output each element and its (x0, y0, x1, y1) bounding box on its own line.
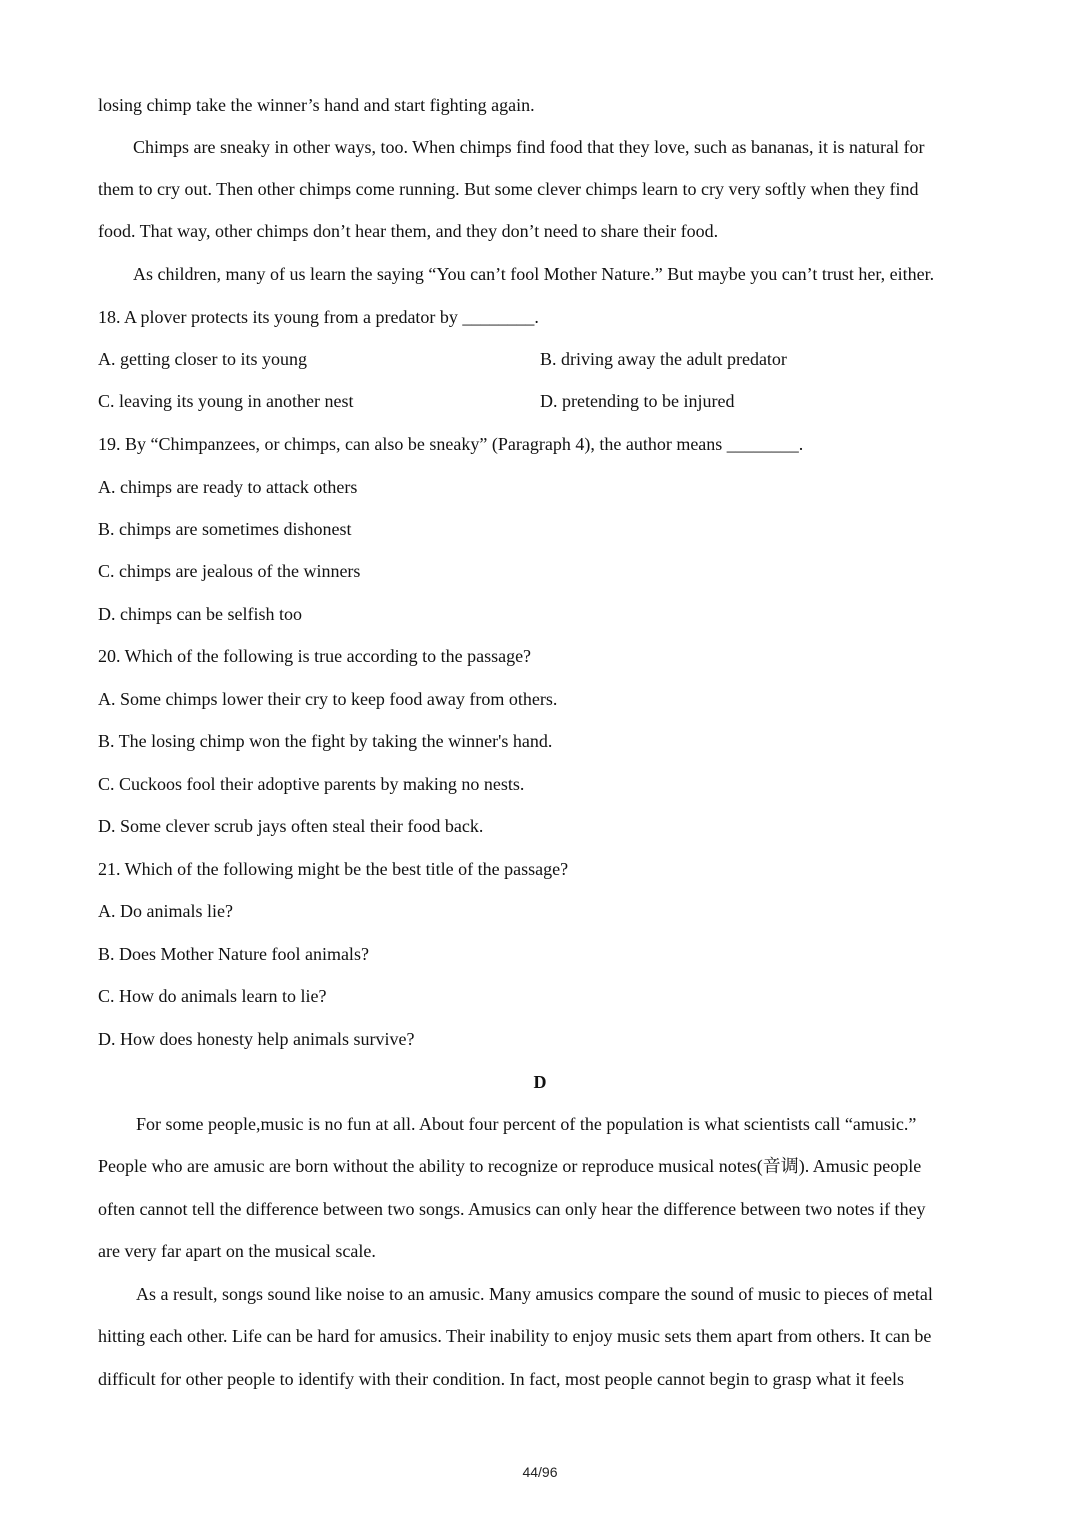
question-20-stem: 20. Which of the following is true according to the passage? (98, 646, 532, 666)
passage-c-line: As children, many of us learn the saying “You can’t fool Mother Nature.” But maybe you can’t trust her, either. (133, 264, 935, 284)
question-20-option-b: B. The losing chimp won the fight by taking the winner's hand. (98, 731, 553, 751)
passage-d-line: People who are amusic are born without the ability to recognize or reproduce musical notes(音调). Amusic people (98, 1156, 922, 1176)
question-18-option-b: B. driving away the adult predator (540, 349, 787, 369)
question-19-option-d: D. chimps can be selfish too (98, 604, 302, 624)
question-19-option-b: B. chimps are sometimes dishonest (98, 519, 352, 539)
question-21-option-a: A. Do animals lie? (98, 901, 233, 921)
question-20-option-d: D. Some clever scrub jays often steal their food back. (98, 816, 484, 836)
question-21-option-b: B. Does Mother Nature fool animals? (98, 944, 369, 964)
question-19-stem: 19. By “Chimpanzees, or chimps, can also be sneaky” (Paragraph 4), the author means ________. (98, 434, 804, 454)
question-18-stem: 18. A plover protects its young from a predator by ________. (98, 307, 539, 327)
passage-d-line: For some people,music is no fun at all. About four percent of the population is what scientists call “amusic.” (136, 1114, 917, 1134)
section-heading-d: D (533, 1072, 547, 1092)
passage-d-line: are very far apart on the musical scale. (98, 1241, 376, 1261)
passage-d-line: often cannot tell the difference between two songs. Amusics can only hear the difference between two notes if they (98, 1199, 926, 1219)
question-19-option-a: A. chimps are ready to attack others (98, 477, 358, 497)
question-19-option-c: C. chimps are jealous of the winners (98, 561, 361, 581)
passage-c-line: losing chimp take the winner’s hand and start fighting again. (98, 95, 535, 115)
passage-c-line: Chimps are sneaky in other ways, too. When chimps find food that they love, such as bananas, it is natural for (133, 137, 925, 157)
passage-c-line: food. That way, other chimps don’t hear them, and they don’t need to share their food. (98, 221, 719, 241)
question-18-option-c: C. leaving its young in another nest (98, 391, 354, 411)
question-18-option-d: D. pretending to be injured (540, 391, 735, 411)
passage-d-line: difficult for other people to identify with their condition. In fact, most people cannot begin to grasp what it feels (98, 1369, 904, 1389)
passage-d-line: As a result, songs sound like noise to an amusic. Many amusics compare the sound of music to pieces of metal (136, 1284, 933, 1304)
question-21-stem: 21. Which of the following might be the best title of the passage? (98, 859, 569, 879)
question-20-option-c: C. Cuckoos fool their adoptive parents by making no nests. (98, 774, 525, 794)
page-number: 44/96 (522, 1464, 558, 1480)
passage-d-line: hitting each other. Life can be hard for amusics. Their inability to enjoy music sets them apart from others. It can be (98, 1326, 932, 1346)
question-18-option-a: A. getting closer to its young (98, 349, 307, 369)
question-20-option-a: A. Some chimps lower their cry to keep food away from others. (98, 689, 558, 709)
question-21-option-c: C. How do animals learn to lie? (98, 986, 327, 1006)
question-21-option-d: D. How does honesty help animals survive? (98, 1029, 415, 1049)
passage-c-line: them to cry out. Then other chimps come running. But some clever chimps learn to cry very softly when they find (98, 179, 919, 199)
